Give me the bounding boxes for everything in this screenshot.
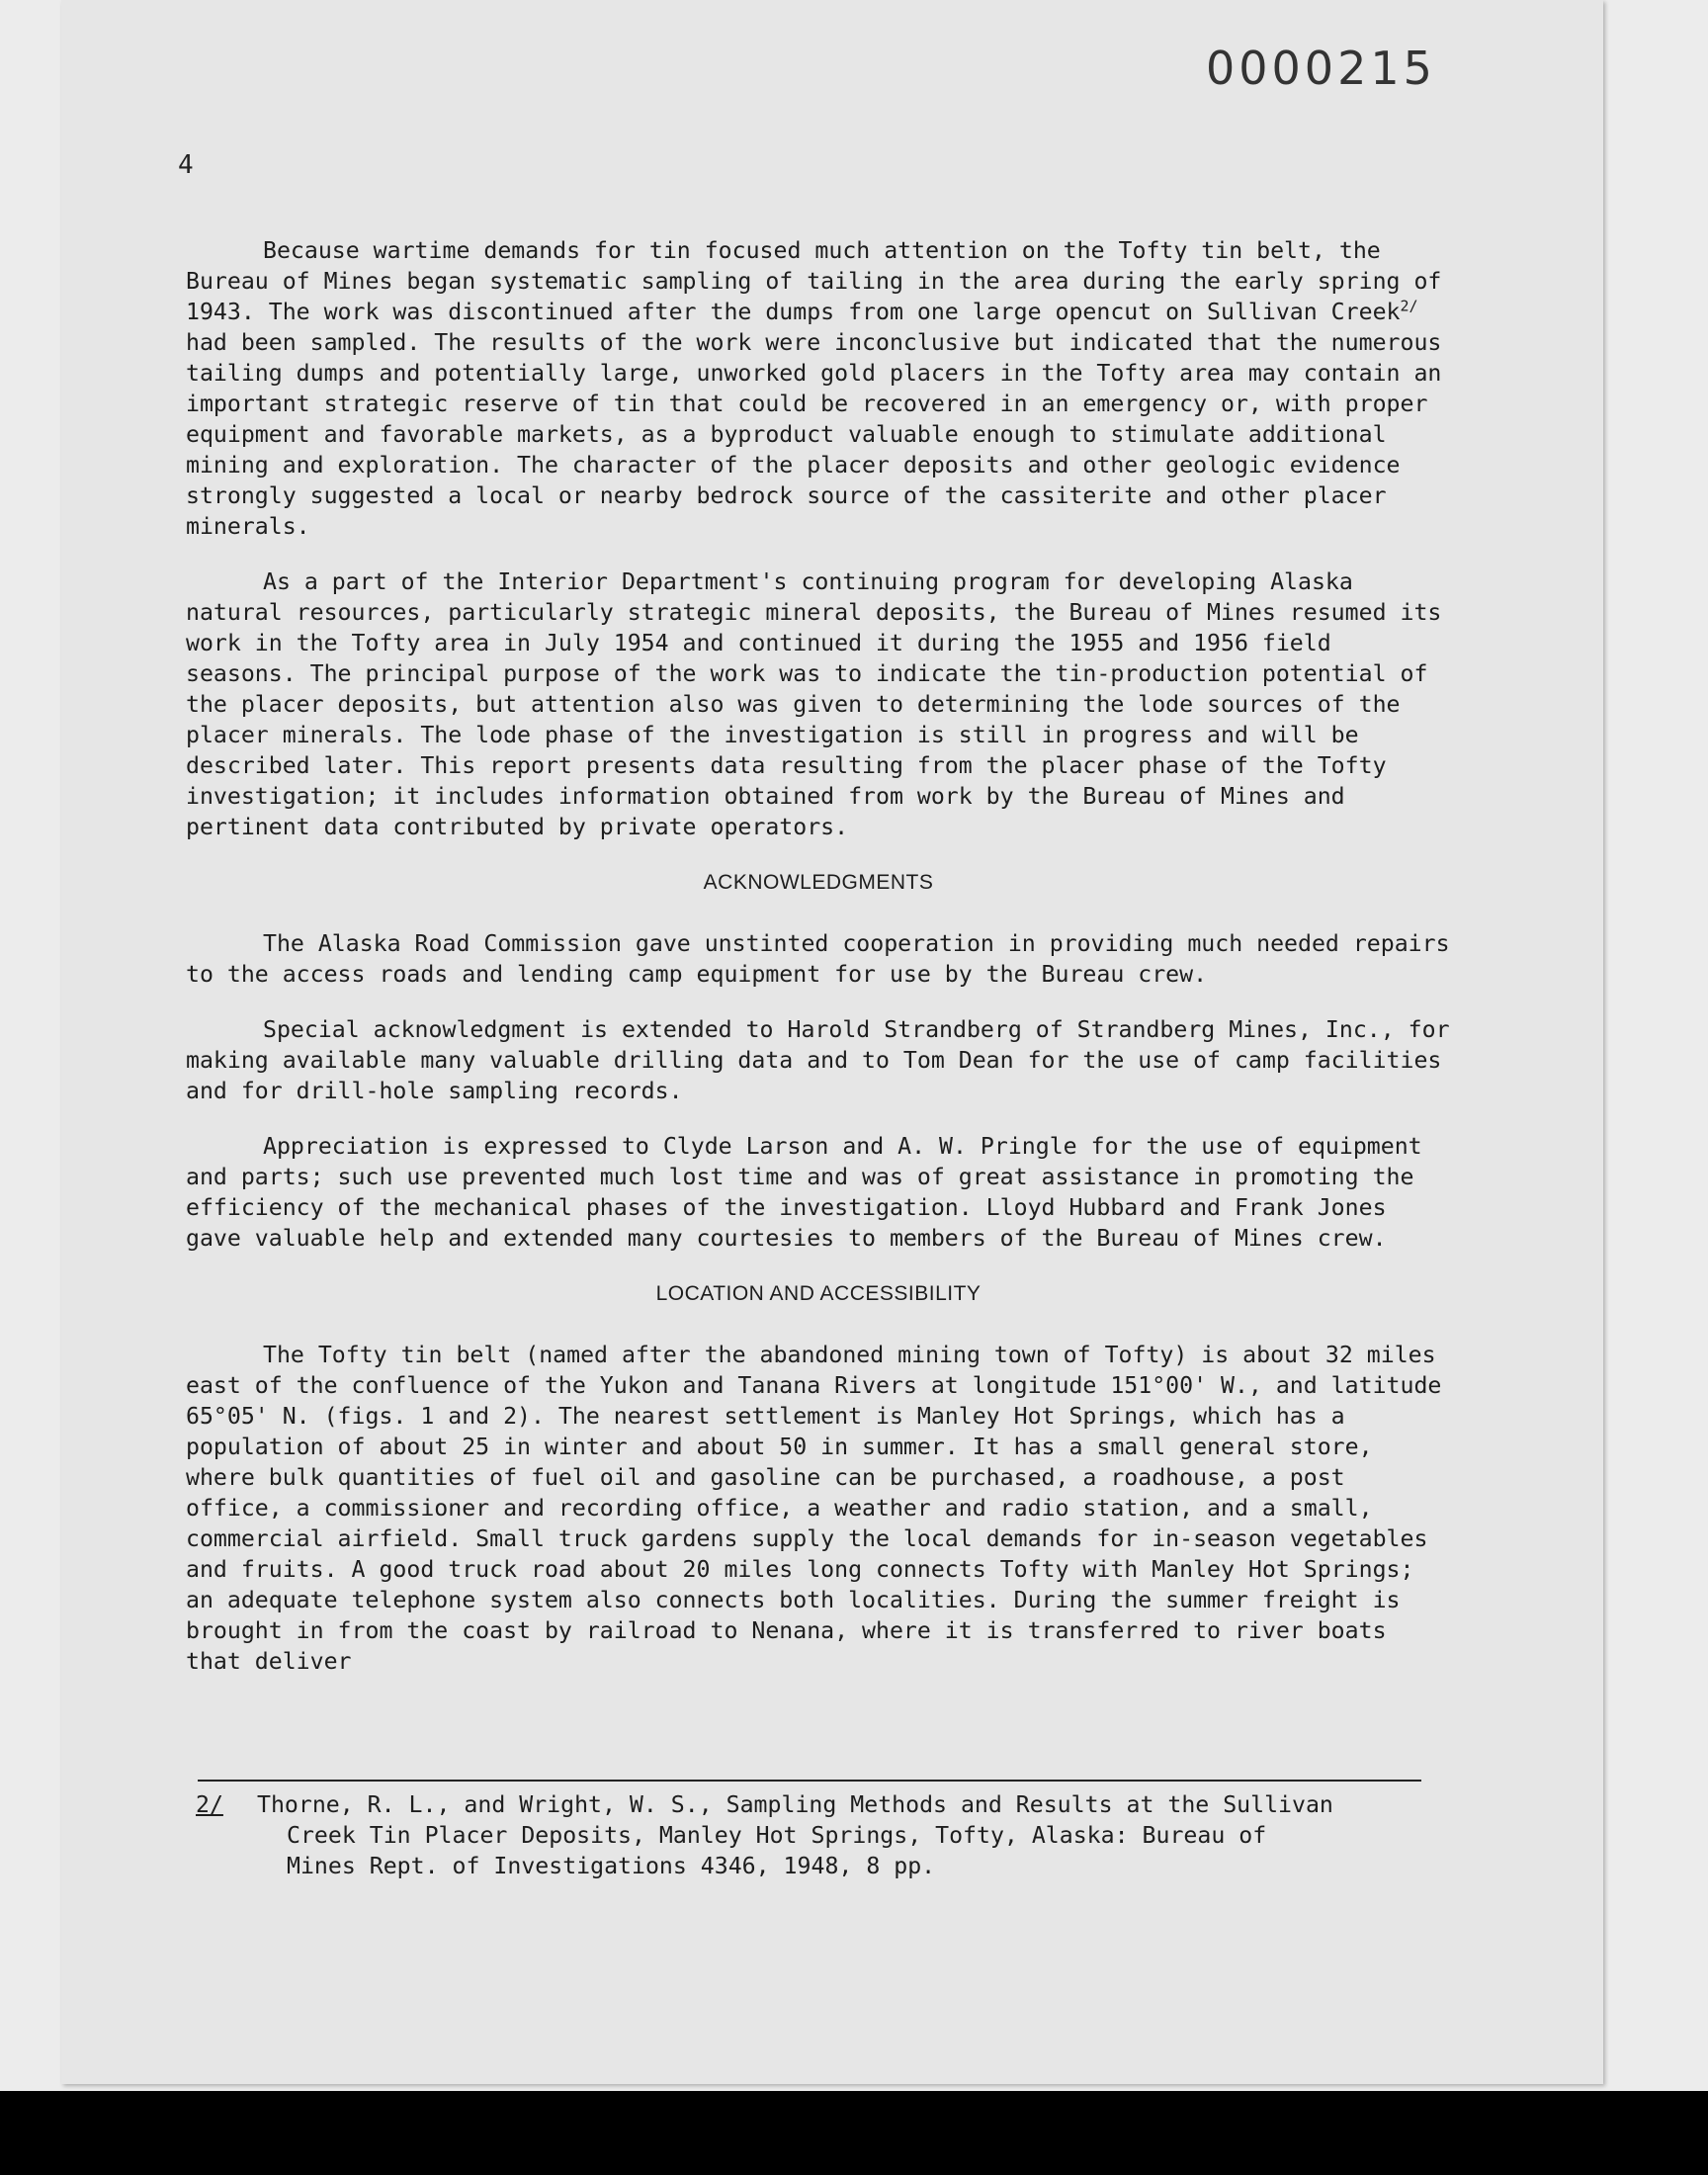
footnote-divider bbox=[198, 1780, 1421, 1782]
footnote-text bbox=[196, 1789, 1461, 1881]
paragraph-location: The Tofty tin belt (named after the abandoned mining town of Tofty) is about 32 miles east of the confluence of the Yukon and Tanana Rivers at longitude 151°00' W., and latitude 65°05' N. (figs. 1 and 2). The nearest settlement is Manley Hot Springs, which has a population of about 25 in winter and about 50 in summer. It has a small general store, where bulk quantities of fuel oil and gasoline can be purchased, a roadhouse, a post office, a commissioner and recording office, a weather and radio station, and a small, commercial airfield. Small truck gardens supply the local demands for in-season vegetables and fruits. A good truck road about 20 miles long connects Tofty with Manley Hot Springs; an adequate telephone system also connects both localities. During the summer freight is brought in from the coast by railroad to Nenana, where it is transferred to river boats that deliver bbox=[186, 1342, 1442, 1675]
paragraph-program: As a part of the Interior Department's continuing program for developing Alaska natural resources, particularly strategic mineral deposits, the Bureau of Mines resumed its work in the Tofty area in July 1954 and continued it during the 1955 and 1956 field seasons. The principal purpose of the work was to indicate the tin-production potential of the placer deposits, but attention also was given to determining the lode sources of the placer minerals. The lode phase of the investigation is still in progress and will be described later. This report presents data resulting from the placer phase of the Tofty investigation; it includes information obtained from work by the Bureau of Mines and pertinent data contributed by private operators. bbox=[186, 568, 1442, 840]
footnote-marker: 2/ bbox=[196, 1791, 223, 1818]
footnote bbox=[196, 1789, 1461, 1881]
scanner-border bbox=[0, 2091, 1708, 2175]
page-number: 4 bbox=[178, 150, 194, 180]
paragraph-intro-text-rest: had been sampled. The results of the work were inconclusive but indicated that the numerous tailing dumps and potentially large, unworked gold placers in the Tofty area may contain an important strategic reserve of tin that could be recovered in an emergency or, with proper equipment and favorable markets, as a byproduct valuable enough to stimulate additional mining and exploration. The character of the placer deposits and other geologic evidence strongly suggested a local or nearby bedrock source of the cassiterite and other placer minerals. bbox=[186, 329, 1442, 540]
footnote-line-2: Creek Tin Placer Deposits, Manley Hot Springs, Tofty, Alaska: Bureau of bbox=[287, 1822, 1267, 1849]
footnote-line-3: Mines Rept. of Investigations 4346, 1948, 8 pp. bbox=[287, 1853, 936, 1879]
document-number: 0000215 bbox=[1206, 42, 1436, 95]
paragraph-strandberg: Special acknowledgment is extended to Harold Strandberg of Strandberg Mines, Inc., for making available many valuable drilling data and to Tom Dean for the use of camp facilities and for drill-hole sampling records. bbox=[186, 1016, 1450, 1104]
document-body bbox=[186, 235, 1451, 1701]
paragraph-road-commission: The Alaska Road Commission gave unstinted cooperation in providing much needed repairs to the access roads and lending camp equipment for use by the Bureau crew. bbox=[186, 930, 1450, 988]
paragraph-intro bbox=[186, 235, 1451, 542]
footnote-line-1: Thorne, R. L., and Wright, W. S., Sampling Methods and Results at the Sullivan bbox=[257, 1791, 1333, 1818]
heading-acknowledgments: ACKNOWLEDGMENTS bbox=[703, 871, 934, 894]
heading-location: LOCATION AND ACCESSIBILITY bbox=[655, 1282, 982, 1305]
footnote-reference: 2/ bbox=[1400, 297, 1418, 315]
paragraph-intro-text: Because wartime demands for tin focused much attention on the Tofty tin belt, the Bureau of Mines began systematic sampling of tailing in the area during the early spring of 1943. The work was discontinued after the dumps from one large opencut on Sullivan Creek bbox=[186, 237, 1442, 325]
paragraph-appreciation: Appreciation is expressed to Clyde Larson and A. W. Pringle for the use of equipment and parts; such use prevented much lost time and was of great assistance in promoting the efficiency of the mechanical phases of the investigation. Lloyd Hubbard and Frank Jones gave valuable help and extended many courtesies to members of the Bureau of Mines crew. bbox=[186, 1133, 1422, 1252]
